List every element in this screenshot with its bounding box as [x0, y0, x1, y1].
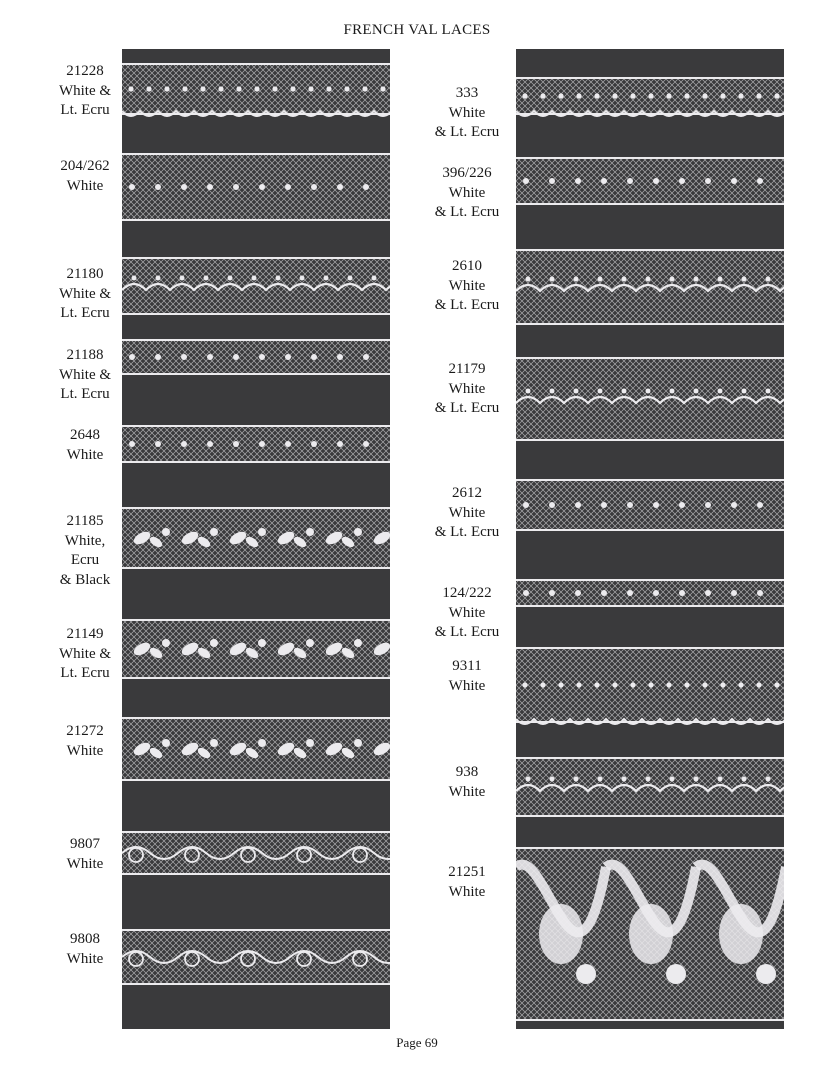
lace-strip [122, 63, 390, 116]
lace-colors: White & Lt. Ecru [434, 604, 500, 640]
lace-label [35, 265, 135, 324]
lace-strip [122, 425, 390, 463]
lace-code: 21272 [66, 723, 104, 739]
lace-code: 21179 [448, 361, 486, 377]
lace-strip [516, 157, 784, 205]
lace-panel-right [516, 49, 784, 1029]
lace-code: 2612 [452, 485, 482, 501]
lace-code: 21180 [66, 266, 104, 282]
lace-strip [516, 847, 784, 1021]
lace-label [417, 257, 517, 316]
lace-strip [122, 717, 390, 781]
lace-label [417, 360, 517, 419]
lace-label [35, 625, 135, 684]
lace-label [417, 584, 517, 643]
lace-strip [122, 153, 390, 221]
lace-code: 9311 [452, 658, 482, 674]
lace-label [35, 722, 135, 761]
lace-strip [122, 929, 390, 985]
lace-code: 396/226 [442, 165, 492, 181]
lace-code: 9808 [70, 931, 100, 947]
lace-strip [516, 249, 784, 325]
lace-code: 21149 [66, 626, 104, 642]
lace-label [417, 657, 517, 696]
lace-colors: White & Lt. Ecru [58, 366, 112, 402]
lace-label [417, 84, 517, 143]
lace-label [35, 512, 135, 590]
lace-code: 21228 [66, 63, 104, 79]
lace-code: 333 [455, 85, 479, 101]
lace-label [417, 484, 517, 543]
lace-label [417, 763, 517, 802]
lace-colors: White & Lt. Ecru [434, 277, 500, 313]
lace-colors: White [448, 677, 486, 694]
lace-label [35, 835, 135, 874]
lace-label [417, 863, 517, 902]
lace-code: 124/222 [442, 585, 492, 601]
lace-code: 21188 [66, 347, 104, 363]
page-number: Page 69 [396, 1035, 438, 1050]
lace-strip [122, 831, 390, 875]
lace-label [35, 157, 135, 196]
lace-code: 938 [455, 764, 479, 780]
lace-strip [516, 757, 784, 817]
page-title: FRENCH VAL LACES [343, 22, 491, 38]
lace-colors: White & Lt. Ecru [434, 504, 500, 540]
lace-label [35, 930, 135, 969]
lace-code: 21251 [448, 864, 486, 880]
lace-colors: White & Lt. Ecru [58, 285, 112, 321]
lace-panel-left [122, 49, 390, 1029]
lace-colors: White [66, 446, 104, 463]
lace-code: 2648 [70, 427, 100, 443]
lace-label [35, 346, 135, 405]
lace-colors: White [448, 883, 486, 900]
lace-colors: White & Lt. Ecru [58, 82, 112, 118]
lace-strip [516, 579, 784, 607]
lace-strip [122, 257, 390, 315]
lace-colors: White, Ecru & Black [59, 532, 111, 588]
lace-code: 2610 [452, 258, 482, 274]
lace-colors: White & Lt. Ecru [434, 104, 500, 140]
lace-strip [122, 339, 390, 375]
lace-colors: White & Lt. Ecru [58, 645, 112, 681]
lace-strip [122, 619, 390, 679]
lace-strip [516, 77, 784, 116]
lace-colors: White & Lt. Ecru [434, 184, 500, 220]
lace-strip [516, 479, 784, 531]
lace-colors: White [66, 177, 104, 194]
lace-code: 204/262 [60, 158, 110, 174]
lace-colors: White [66, 855, 104, 872]
lace-code: 9807 [70, 836, 100, 852]
lace-colors: White [448, 783, 486, 800]
lace-strip [122, 507, 390, 569]
lace-label [35, 62, 135, 121]
lace-colors: White & Lt. Ecru [434, 380, 500, 416]
lace-label [417, 164, 517, 223]
lace-strip [516, 357, 784, 441]
lace-label [35, 426, 135, 465]
lace-code: 21185 [66, 513, 104, 529]
lace-colors: White [66, 950, 104, 967]
lace-colors: White [66, 742, 104, 759]
lace-strip [516, 647, 784, 724]
